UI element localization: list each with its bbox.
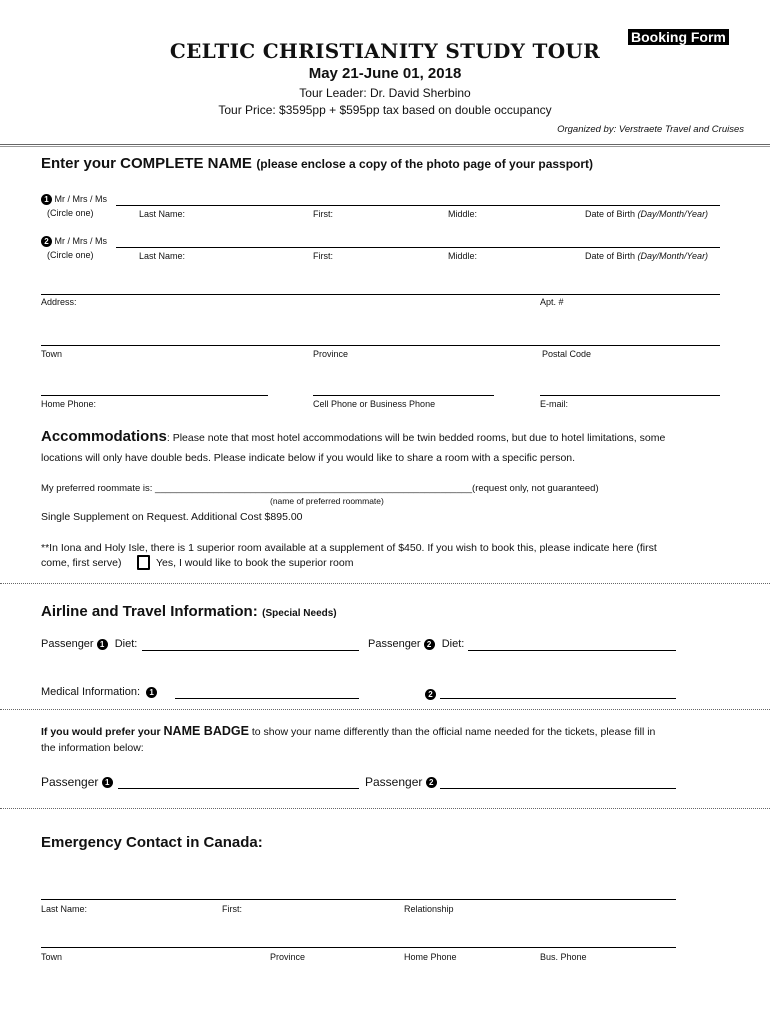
- emergency-last-name-label: Last Name:: [41, 904, 88, 914]
- number-one-icon: 1: [102, 777, 113, 788]
- first-name-label: First:: [313, 209, 333, 219]
- emergency-relationship-label: Relationship: [404, 904, 454, 914]
- emergency-home-phone-label: Home Phone: [404, 952, 457, 962]
- number-one-icon: 1: [146, 687, 157, 698]
- emergency-heading: Emergency Contact in Canada:: [41, 834, 263, 851]
- middle-name-label: Middle:: [448, 209, 478, 219]
- accommodations-note-line2: locations will only have double beds. Please indicate below if you would like to share a room with a specific person.: [41, 452, 576, 464]
- passenger2-name-line[interactable]: [116, 247, 720, 248]
- organizer: Organized by: Verstraete Travel and Cruises: [557, 124, 744, 135]
- emergency-name-line[interactable]: [41, 899, 676, 900]
- booking-form-badge: Booking Form: [628, 29, 729, 45]
- passenger1-diet-line[interactable]: [142, 650, 359, 651]
- passenger1-diet: Passenger 1 Diet:: [41, 638, 138, 650]
- emergency-bus-phone-label: Bus. Phone: [540, 952, 587, 962]
- circle-one-label: (Circle one): [47, 208, 94, 218]
- dob-label: Date of Birth (Day/Month/Year): [585, 251, 709, 261]
- number-two-icon: 2: [426, 777, 437, 788]
- emergency-province-label: Province: [270, 952, 306, 962]
- emergency-first-label: First:: [222, 904, 242, 914]
- superior-room-checkbox[interactable]: [137, 555, 150, 570]
- name-heading-main: Enter your COMPLETE NAME: [41, 155, 252, 172]
- last-name-label: Last Name:: [139, 209, 186, 219]
- passenger2-salutation[interactable]: 2 Mr / Mrs / Ms: [41, 236, 107, 247]
- header-divider: [0, 144, 770, 145]
- number-one-icon: 1: [41, 194, 52, 205]
- roommate-field[interactable]: My preferred roommate is: ____________________________________________________________(request only, not guaranteed): [41, 483, 599, 494]
- town-label: Town: [41, 349, 63, 359]
- middle-name-label: Middle:: [448, 251, 478, 261]
- tour-price: Tour Price: $3595pp + $595pp tax based on double occupancy: [218, 103, 552, 117]
- email-line[interactable]: [540, 395, 720, 396]
- passenger1-salutation[interactable]: 1 Mr / Mrs / Ms: [41, 194, 107, 205]
- number-one-icon: 1: [97, 639, 108, 650]
- superior-room-line1: **In Iona and Holy Isle, there is 1 superior room available at a supplement of $450. If you wish to book this, please indicate here (first: [41, 542, 657, 554]
- last-name-label: Last Name:: [139, 251, 186, 261]
- single-supplement: Single Supplement on Request. Additional Cost $895.00: [41, 511, 303, 523]
- emergency-contact-line[interactable]: [41, 947, 676, 948]
- email-label: E-mail:: [540, 399, 569, 409]
- badge-passenger2-line[interactable]: [440, 788, 676, 789]
- page-title: CELTIC CHRISTIANITY STUDY TOUR: [169, 39, 601, 63]
- cell-phone-label: Cell Phone or Business Phone: [313, 399, 436, 409]
- town-line[interactable]: [41, 345, 720, 346]
- medical-info-line-2[interactable]: [440, 698, 676, 699]
- home-phone-label: Home Phone:: [41, 399, 97, 409]
- name-section-heading: [41, 155, 593, 173]
- name-badge-intro: If you would prefer your NAME BADGE to show your name differently than the official name needed for the tickets, please fill in: [41, 724, 656, 738]
- superior-room-line2a: come, first serve): [41, 557, 122, 569]
- section-divider: [0, 808, 770, 809]
- apt-label: Apt. #: [540, 297, 564, 307]
- number-two-icon: 2: [425, 689, 436, 700]
- section-divider: [0, 583, 770, 584]
- medical-info-2: [425, 686, 436, 704]
- tour-leader: Tour Leader: Dr. David Sherbino: [299, 86, 471, 100]
- passenger2-diet: Passenger 2 Diet:: [368, 638, 465, 650]
- medical-info: Medical Information: 1: [41, 686, 157, 698]
- cell-phone-line[interactable]: [313, 395, 494, 396]
- postal-code-label: Postal Code: [542, 349, 592, 359]
- dob-label: Date of Birth (Day/Month/Year): [585, 209, 709, 219]
- roommate-sublabel: (name of preferred roommate): [270, 496, 384, 506]
- home-phone-line[interactable]: [41, 395, 268, 396]
- accommodations-para: Accommodations: Please note that most hotel accommodations will be twin bedded rooms, but due to hotel limitations, some: [41, 428, 666, 445]
- section-divider: [0, 709, 770, 710]
- tour-dates: May 21-June 01, 2018: [308, 65, 462, 82]
- passenger2-diet-line[interactable]: [468, 650, 676, 651]
- badge-passenger1-line[interactable]: [118, 788, 359, 789]
- medical-info-line-1[interactable]: [175, 698, 359, 699]
- number-two-icon: 2: [41, 236, 52, 247]
- accommodations-heading: Accommodations: [41, 428, 167, 445]
- name-heading-note: (please enclose a copy of the photo page of your passport): [256, 157, 594, 171]
- name-badge-intro-line2: the information below:: [41, 742, 144, 754]
- airline-heading: Airline and Travel Information: (Special Needs): [41, 603, 337, 620]
- emergency-town-label: Town: [41, 952, 63, 962]
- province-label: Province: [313, 349, 349, 359]
- superior-room-line2b: Yes, I would like to book the superior room: [156, 557, 354, 569]
- passenger1-name-line[interactable]: [116, 205, 720, 206]
- circle-one-label: (Circle one): [47, 250, 94, 260]
- badge-passenger1: Passenger 1: [41, 775, 113, 789]
- badge-passenger2: Passenger 2: [365, 775, 437, 789]
- number-two-icon: 2: [424, 639, 435, 650]
- address-line[interactable]: [41, 294, 720, 295]
- first-name-label: First:: [313, 251, 333, 261]
- address-label: Address:: [41, 297, 77, 307]
